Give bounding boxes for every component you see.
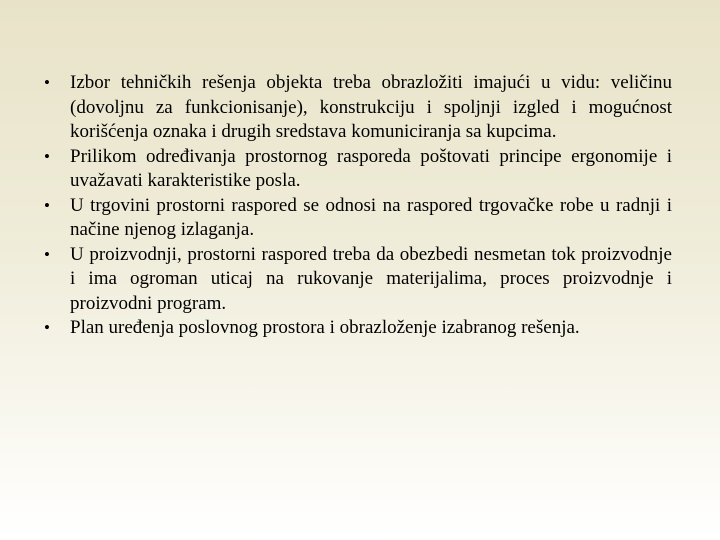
list-item: [44, 316, 672, 341]
list-item: [44, 194, 672, 243]
list-item-text: Plan uređenja poslovnog prostora i obrazloženje izabranog rešenja.: [70, 317, 580, 338]
list-item-text: U trgovini prostorni raspored se odnosi na raspored trgovačke robe u radnji i načine njenog izlaganja.: [70, 194, 672, 240]
bullet-icon: •: [44, 244, 50, 264]
bullet-list: [44, 71, 672, 341]
list-item: [44, 243, 672, 317]
bullet-icon: •: [44, 146, 50, 166]
list-item-text: Prilikom određivanja prostornog rasporeda poštovati principe ergonomije i uvažavati karakteristike posla.: [70, 145, 672, 191]
bullet-icon: •: [44, 318, 50, 337]
list-item-text: U proizvodnji, prostorni raspored treba da obezbedi nesmetan tok proizvodnje i ima ogroman uticaj na rukovanje materijalima, proces proizvodnje i proizvodni program.: [70, 243, 672, 314]
list-item: [44, 145, 672, 194]
bullet-icon: •: [44, 73, 50, 92]
bullet-icon: •: [44, 195, 50, 215]
list-item-text: Izbor tehničkih rešenja objekta treba obrazložiti imajući u vidu: veličinu (dovoljnu za funkcionisanje), konstrukciju i spoljnji izgled i mogućnost korišćenja oznaka i drugih sredstava komuniciranja sa kupcima.: [70, 72, 672, 142]
list-item: [44, 71, 672, 145]
